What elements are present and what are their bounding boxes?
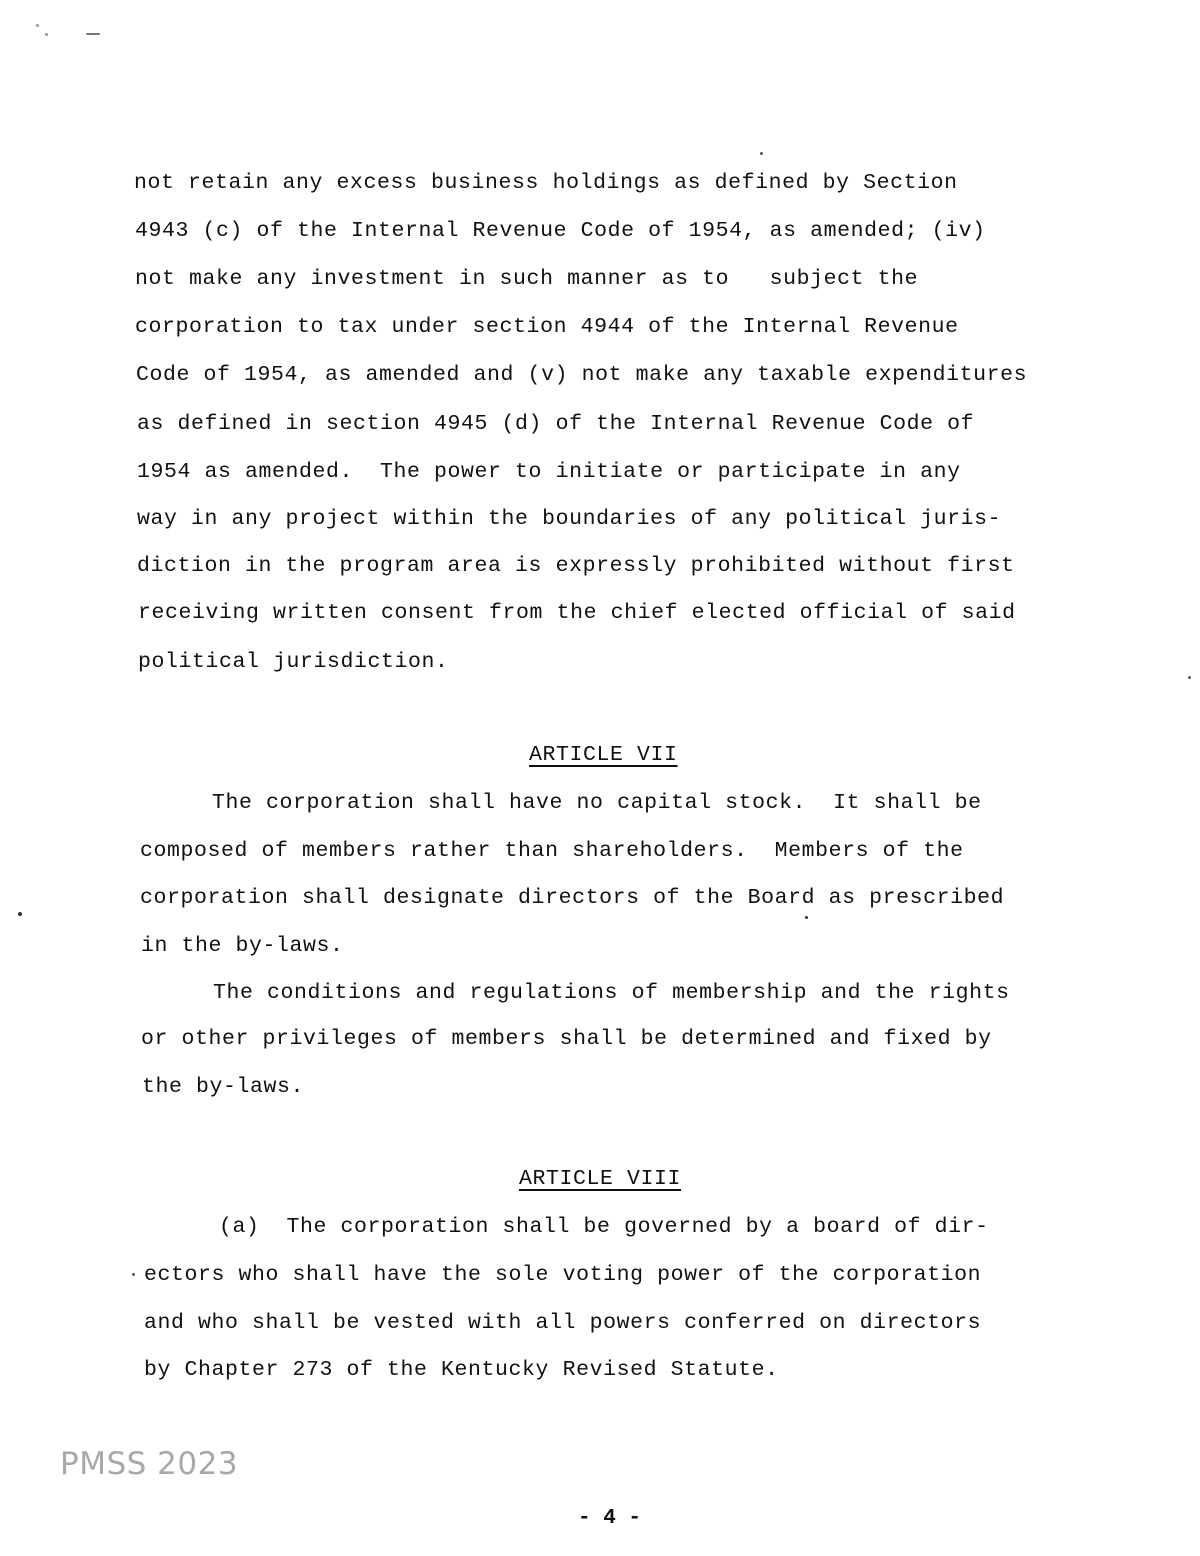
text-line: diction in the program area is expressly prohibited without first xyxy=(137,554,1015,578)
text-line: way in any project within the boundaries of any political juris- xyxy=(137,507,1002,531)
text-line: composed of members rather than shareholders. Members of the xyxy=(140,839,964,863)
scan-speck xyxy=(36,24,39,27)
scan-speck xyxy=(805,916,808,919)
text-line: 1954 as amended. The power to initiate or participate in any xyxy=(137,460,961,484)
text-line: Code of 1954, as amended and (v) not make any taxable expenditures xyxy=(136,363,1028,387)
text-line: as defined in section 4945 (d) of the Internal Revenue Code of xyxy=(137,412,975,436)
scan-speck xyxy=(1188,676,1191,679)
text-line: and who shall be vested with all powers conferred on directors xyxy=(144,1311,982,1335)
scan-speck xyxy=(760,152,763,155)
text-line: corporation to tax under section 4944 of the Internal Revenue xyxy=(135,315,959,339)
text-line: by Chapter 273 of the Kentucky Revised Statute. xyxy=(144,1358,779,1382)
text-line: not retain any excess business holdings as defined by Section xyxy=(134,171,958,195)
text-line: (a) The corporation shall be governed by a board of dir- xyxy=(219,1215,989,1239)
scan-speck xyxy=(18,912,22,916)
text-line: in the by-laws. xyxy=(141,934,344,958)
text-line: 4943 (c) of the Internal Revenue Code of 1954, as amended; (iv) xyxy=(135,219,986,243)
article-vii-heading: ARTICLE VII xyxy=(529,743,678,767)
text-line: the by-laws. xyxy=(142,1075,305,1099)
scan-speck xyxy=(132,1273,135,1276)
text-line: The conditions and regulations of membership and the rights xyxy=(213,981,1010,1005)
text-line: corporation shall designate directors of the Board as prescribed xyxy=(140,886,1005,910)
article-viii-heading: ARTICLE VIII xyxy=(519,1167,682,1191)
text-line: political jurisdiction. xyxy=(138,650,449,674)
text-line: not make any investment in such manner as to subject the xyxy=(135,267,919,291)
text-line: receiving written consent from the chief elected official of said xyxy=(138,601,1016,625)
watermark: PMSS 2023 xyxy=(60,1446,239,1482)
text-line: The corporation shall have no capital stock. It shall be xyxy=(212,791,982,815)
page-number: - 4 - xyxy=(578,1507,642,1530)
scan-speck xyxy=(86,33,100,35)
text-line: or other privileges of members shall be determined and fixed by xyxy=(141,1027,992,1051)
scan-speck xyxy=(45,33,48,36)
text-line: ectors who shall have the sole voting power of the corporation xyxy=(144,1263,982,1287)
